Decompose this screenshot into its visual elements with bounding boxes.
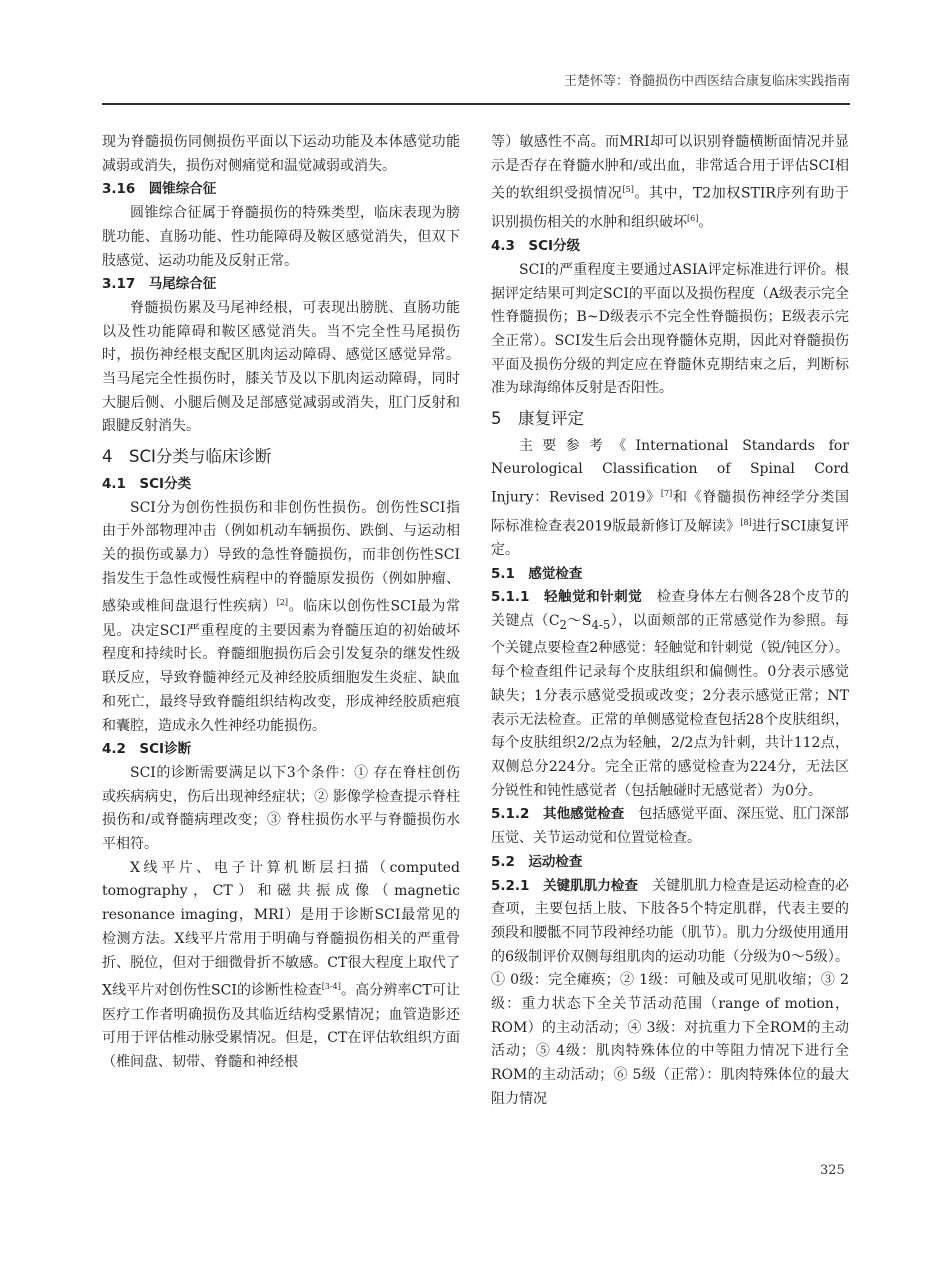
paragraph xyxy=(102,857,460,1075)
citation: [5] xyxy=(622,185,634,195)
citation: [2] xyxy=(276,598,289,608)
subsection-heading-5-1-1: 5.1.1 轻触觉和针刺觉 xyxy=(491,589,643,606)
text-span: ），以面颊部的正常感觉作为参照。每个关键点要检查2种感觉：轻触觉和针刺觉（锐/钝区分）。每个检查组件记录每个皮肤组织和偏侧性。0分表示感觉缺失；1分表示感觉受损或改变；2分表示感觉正常；NT表示无法检查。正常的单侧感觉检查包括28个皮肤组织，每个皮肤组织2/2点为轻触，2/2点为针刺，共计112点，双侧总分224分。完全正常的感觉检查为224分，无法区分锐性和钝性感觉者（包括触碰时无感觉者）为0分。 xyxy=(491,612,850,799)
citation: [7] xyxy=(660,489,673,499)
subscript: 4-5 xyxy=(591,617,611,632)
paragraph: 脊髓损伤累及马尾神经根，可表现出膀胱、直肠功能以及性功能障碍和鞍区感觉消失。当不完全性马尾损伤时，损伤神经根支配区肌肉运动障碍、感觉区感觉异常。当马尾完全性损伤时，膝关节及以下肌肉运动障碍，同时大腿后侧、小腿后侧及足部感觉减弱或消失，肛门反射和跟腱反射消失。 xyxy=(102,299,460,435)
citation: [3-4] xyxy=(321,982,341,992)
subsection-heading-5-2-1: 5.2.1 关键肌肌力检查 xyxy=(491,877,639,894)
citation: [6] xyxy=(687,213,699,223)
text-span: 关键肌肌力检查是运动检查的必查项，主要包括上肢、下肢各5个特定肌群，代表主要的颈段和腰骶不同节段神经功能（肌节）。肌力分级使用通用的6级制评价双侧每组肌肉的运动功能（分级为0～5级）。① 0级：完全瘫痪；② 1级：可触及或可见肌收缩；③ 2级：重力状态下全关节活动范围（range of motion，ROM）的主动活动；④ 3级：对抗重力下全ROM的主动活动；⑤ 4级：肌肉特殊体位的中等阻力情况下进行全ROM的主动活动；⑥ 5级（正常）：肌肉特殊体位的最大阻力情况 xyxy=(491,877,850,1107)
left-column xyxy=(102,131,460,1075)
text-span: SCI分为创伤性损伤和非创伤性损伤。创伤性SCI指由于外部物理冲击（例如机动车辆损伤、跌倒、与运动相关的损伤或暴力）导致的急性脊髓损伤，而非创伤性SCI指发生于急性或慢性病程中的脊髓原发损伤（例如肿瘤、感染或椎间盘退行性疾病） xyxy=(102,499,460,616)
section-heading-5-2: 5.2 运动检查 xyxy=(491,853,583,870)
text-span: 。临床以创伤性SCI最为常见。决定SCI严重程度的主要因素为脊髓压迫的初始破坏程度和持续时长。脊髓细胞损伤后会引发复杂的继发性级联反应，导致脊髓神经元及神经胶质细胞发生炎症、缺血和死亡，最终导致脊髓组织结构改变，形成神经胶质疤痕和囊腔，造成永久性神经功能损伤。 xyxy=(102,599,460,734)
right-column xyxy=(491,131,849,1112)
text-span: 和《脊髓损伤神经学分类国际标准检查表2019版最新修订及解读》 xyxy=(491,489,850,535)
paragraph: 现为脊髓损伤同侧损伤平面以下运动功能及本体感觉功能减弱或消失，损伤对侧痛觉和温觉减弱或消失。 xyxy=(102,134,460,174)
section-heading-3-16: 3.16 圆锥综合征 xyxy=(102,181,217,198)
citation: [8] xyxy=(740,517,752,527)
text-span: 。其中，T2加权STIR序列有助于识别损伤相关的水肿和组织破坏 xyxy=(491,186,849,231)
paragraph xyxy=(491,803,849,850)
paragraph xyxy=(491,875,849,1112)
section-heading-4-2: 4.2 SCI诊断 xyxy=(102,741,192,758)
text-span: 检查身体左右侧各28个皮节的关键点（C xyxy=(491,589,850,629)
section-heading-5-1: 5.1 感觉检查 xyxy=(491,565,583,582)
paragraph xyxy=(102,497,460,739)
running-header: 王楚怀等：脊髓损伤中西医结合康复临床实践指南 xyxy=(563,74,850,89)
header-rule xyxy=(102,103,850,105)
paragraph xyxy=(491,586,849,803)
text-span: X线平片、电子计算机断层扫描（computed tomography，CT）和磁共振成像（magnetic resonance imaging，MRI）是用于诊断SCI最常见的检测方法。X线平片常用于明确与脊髓损伤相关的严重骨折、脱位，但对于细微骨折不敏感。CT很大程度上取代了X线平片对创伤性SCI的诊断性检查 xyxy=(102,859,460,999)
section-heading-3-17: 3.17 马尾综合征 xyxy=(102,276,217,293)
section-heading-4: 4 SCI分类与临床诊断 xyxy=(102,447,272,467)
text-span: 进行SCI康复评定。 xyxy=(491,518,849,558)
section-heading-5: 5 康复评定 xyxy=(491,409,584,429)
text-span: 。 xyxy=(698,214,713,231)
subsection-heading-5-1-2: 5.1.2 其他感觉检查 xyxy=(491,806,625,823)
subscript: 2 xyxy=(559,617,567,632)
paragraph: SCI的严重程度主要通过ASIA评定标准进行评价。根据评定结果可判定SCI的平面以及损伤程度（A级表示完全性脊髓损伤；B~D级表示不完全性脊髓损伤；E级表示完全正常）。SCI发生后会出现脊髓休克期，因此对脊髓损伤平面及损伤分级的判定应在脊髓休克期结束之后，判断标准为球海绵体反射是否阳性。 xyxy=(491,261,849,397)
section-heading-4-1: 4.1 SCI分类 xyxy=(102,475,192,492)
page-number: 325 xyxy=(820,1163,845,1178)
paragraph xyxy=(491,131,849,235)
paragraph xyxy=(491,435,849,563)
text-span: 等）敏感性不高。而MRI却可以识别脊髓横断面情况并显示是否存在脊髓水肿和/或出血，非常适合用于评估SCI相关的软组织受损情况 xyxy=(491,134,849,203)
paragraph: 圆锥综合征属于脊髓损伤的特殊类型，临床表现为膀胱功能、直肠功能、性功能障碍及鞍区感觉消失，但双下肢感觉、运动功能及反射正常。 xyxy=(102,205,460,269)
text-span: 。高分辨率CT可让医疗工作者明确损伤及其临近结构受累情况；血管造影还可用于评估椎动脉受累情况。但是，CT在评估软组织方面（椎间盘、韧带、脊髓和神经根 xyxy=(102,982,460,1071)
text-span: ～S xyxy=(566,612,592,629)
text-span: 主要参考《International Standards for Neurological Classification of Spinal Cord Injury：Revised 2019》 xyxy=(491,437,849,506)
paragraph: SCI的诊断需要满足以下3个条件：① 存在脊柱创伤或疾病病史，伤后出现神经症状；② 影像学检查提示脊柱损伤和/或脊髓病理改变；③ 脊柱损伤水平与脊髓损伤水平相符。 xyxy=(102,764,460,853)
text-span: 包括感觉平面、深压觉、肛门深部压觉、关节运动觉和位置觉检查。 xyxy=(491,806,850,847)
section-heading-4-3: 4.3 SCI分级 xyxy=(491,238,581,255)
